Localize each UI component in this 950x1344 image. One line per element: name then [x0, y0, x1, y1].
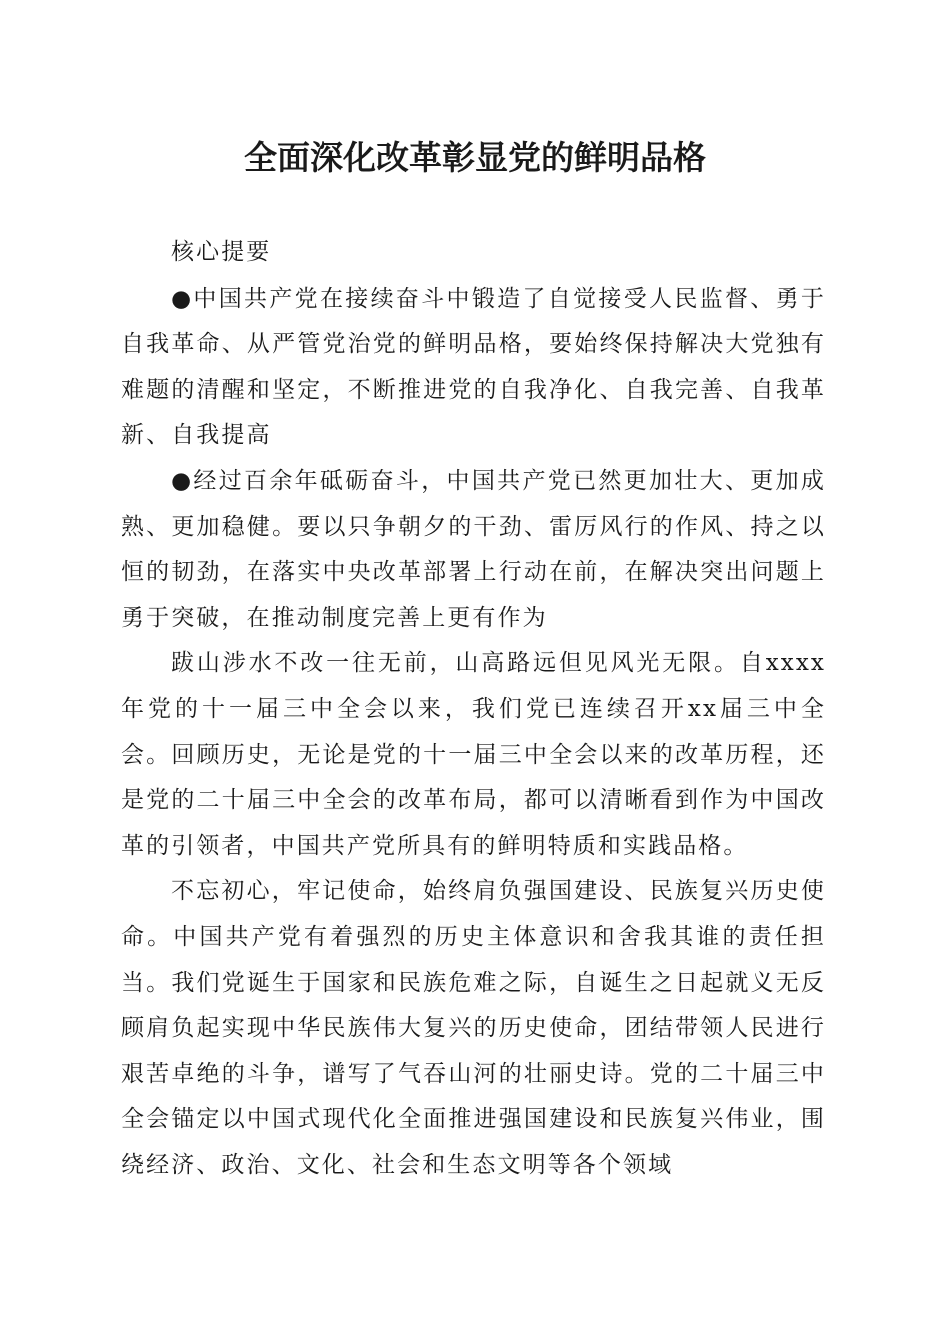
body-paragraph-2: 不忘初心，牢记使命，始终肩负强国建设、民族复兴历史使命。中国共产党有着强烈的历史主体意识和舍我其谁的责任担当。我们党诞生于国家和民族危难之际，自诞生之日起就义无反顾肩负起实现中华民族伟大复兴的历史使命，团结带领人民进行艰苦卓绝的斗争，谱写了气吞山河的壮丽史诗。党的二十届三中全会锚定以中国式现代化全面推进强国建设和民族复兴伟业，围绕经济、政治、文化、社会和生态文明等各个领域 — [121, 878, 826, 1178]
body-paragraph-1: 跋山涉水不改一往无前，山高路远但见风光无限。自xxxx年党的十一届三中全会以来，我们党已连续召开xx届三中全会。回顾历史，无论是党的十一届三中全会以来的改革历程，还是党的二十届三中全会的改革布局，都可以清晰看到作为中国改革的引领者，中国共产党所具有的鲜明特质和实践品格。 — [121, 650, 826, 859]
summary-label: 核心提要 — [171, 239, 272, 265]
document-title: 全面深化改革彰显党的鲜明品格 — [244, 138, 706, 177]
document-body — [121, 230, 826, 1188]
summary-point-2: ●经过百余年砥砺奋斗，中国共产党已然更加壮大、更加成熟、更加稳健。要以只争朝夕的干劲、雷厉风行的作风、持之以恒的韧劲，在落实中央改革部署上行动在前，在解决突出问题上勇于突破，在推动制度完善上更有作为 — [121, 467, 826, 631]
summary-point-1: ●中国共产党在接续奋斗中锻造了自觉接受人民监督、勇于自我革命、从严管党治党的鲜明品格，要始终保持解决大党独有难题的清醒和坚定，不断推进党的自我净化、自我完善、自我革新、自我提高 — [121, 285, 826, 449]
